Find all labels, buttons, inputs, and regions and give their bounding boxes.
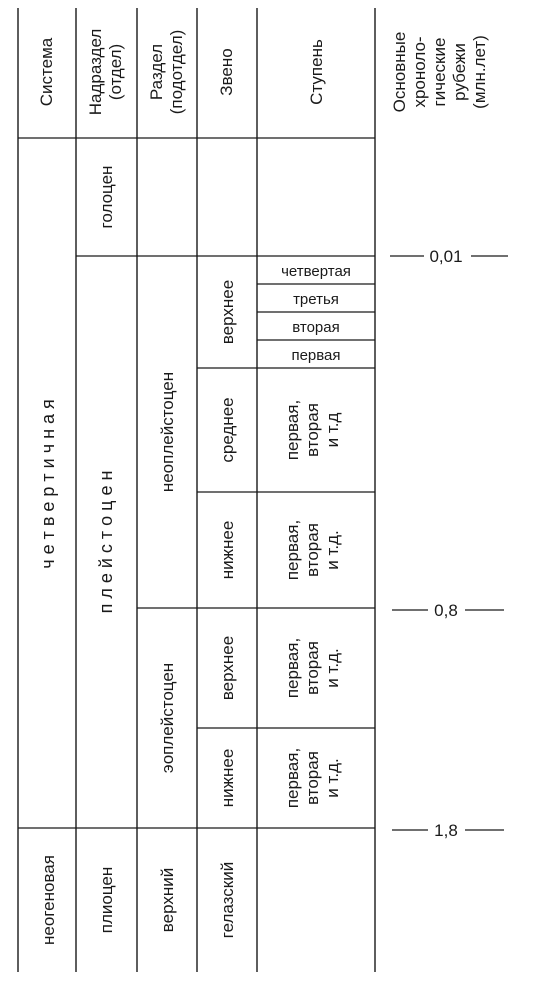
header-division-line2: (подотдел) bbox=[167, 29, 186, 115]
boundary-0-01 bbox=[390, 247, 508, 266]
superdivision-holocene: голоцен bbox=[97, 165, 116, 229]
header-link: Звено bbox=[217, 48, 236, 96]
stage-group-line: первая, bbox=[283, 399, 302, 461]
stage-group-line: и т.д. bbox=[323, 758, 342, 798]
division-upper-neogene: верхний bbox=[158, 867, 177, 933]
table-header bbox=[37, 29, 489, 116]
header-boundaries-line1: Основные bbox=[390, 31, 409, 113]
table-grid bbox=[18, 8, 375, 972]
stage-group-line: вторая bbox=[303, 751, 322, 805]
stage-group-eo-lower bbox=[283, 748, 342, 808]
header-boundaries-line2: хроноло- bbox=[410, 36, 429, 108]
boundary-label: 1,8 bbox=[434, 821, 458, 840]
link-eo-lower: нижнее bbox=[218, 748, 237, 808]
superdivision-pliocene: плиоцен bbox=[97, 866, 116, 934]
header-division-line1: Раздел bbox=[147, 43, 166, 101]
boundary-0-8 bbox=[392, 601, 504, 620]
stage-fourth: четвертая bbox=[281, 263, 351, 280]
stage-group-line: вторая bbox=[303, 641, 322, 695]
stage-group-line: первая, bbox=[283, 747, 302, 809]
superdivision-pleistocene: п л е й с т о ц е н bbox=[96, 470, 116, 614]
stage-group-line: вторая bbox=[303, 523, 322, 577]
stage-group-line: первая, bbox=[283, 519, 302, 581]
header-boundaries-line5: (млн.лет) bbox=[470, 35, 489, 109]
division-neopleistocene: неоплейстоцен bbox=[158, 371, 177, 493]
stage-group-neo-middle bbox=[283, 400, 342, 460]
link-neo-lower: нижнее bbox=[218, 520, 237, 580]
header-superdivision-line1: Надраздел bbox=[86, 28, 105, 116]
boundary-1-8 bbox=[392, 821, 504, 840]
stage-group-line: и т.д. bbox=[323, 648, 342, 688]
header-boundaries-line4: рубежи bbox=[450, 43, 469, 101]
stage-group-eo-upper bbox=[283, 638, 342, 698]
boundary-label: 0,01 bbox=[429, 247, 463, 266]
stage-second: вторая bbox=[292, 319, 340, 336]
system-neogene: неогеновая bbox=[39, 855, 58, 945]
link-eo-upper: верхнее bbox=[218, 635, 237, 701]
link-neo-middle: среднее bbox=[218, 397, 237, 463]
stage-group-line: и т.д. bbox=[323, 530, 342, 570]
link-neo-upper: верхнее bbox=[218, 279, 237, 345]
header-superdivision-line2: (отдел) bbox=[106, 43, 125, 101]
stage-group-neo-lower bbox=[283, 520, 342, 580]
header-boundaries-line3: гические bbox=[430, 37, 449, 107]
header-stage: Ступень bbox=[307, 39, 326, 105]
stage-first: первая bbox=[291, 347, 341, 364]
stage-group-line: первая, bbox=[283, 637, 302, 699]
stage-group-line: и т.д bbox=[323, 412, 342, 448]
division-eopleistocene: эоплейстоцен bbox=[158, 662, 177, 774]
stage-third: третья bbox=[293, 291, 339, 308]
stage-group-line: вторая bbox=[303, 403, 322, 457]
boundary-label: 0,8 bbox=[434, 601, 458, 620]
link-gelasian: гелазский bbox=[218, 861, 237, 939]
system-quaternary: ч е т в е р т и ч н а я bbox=[38, 399, 58, 569]
header-system: Система bbox=[37, 37, 56, 107]
